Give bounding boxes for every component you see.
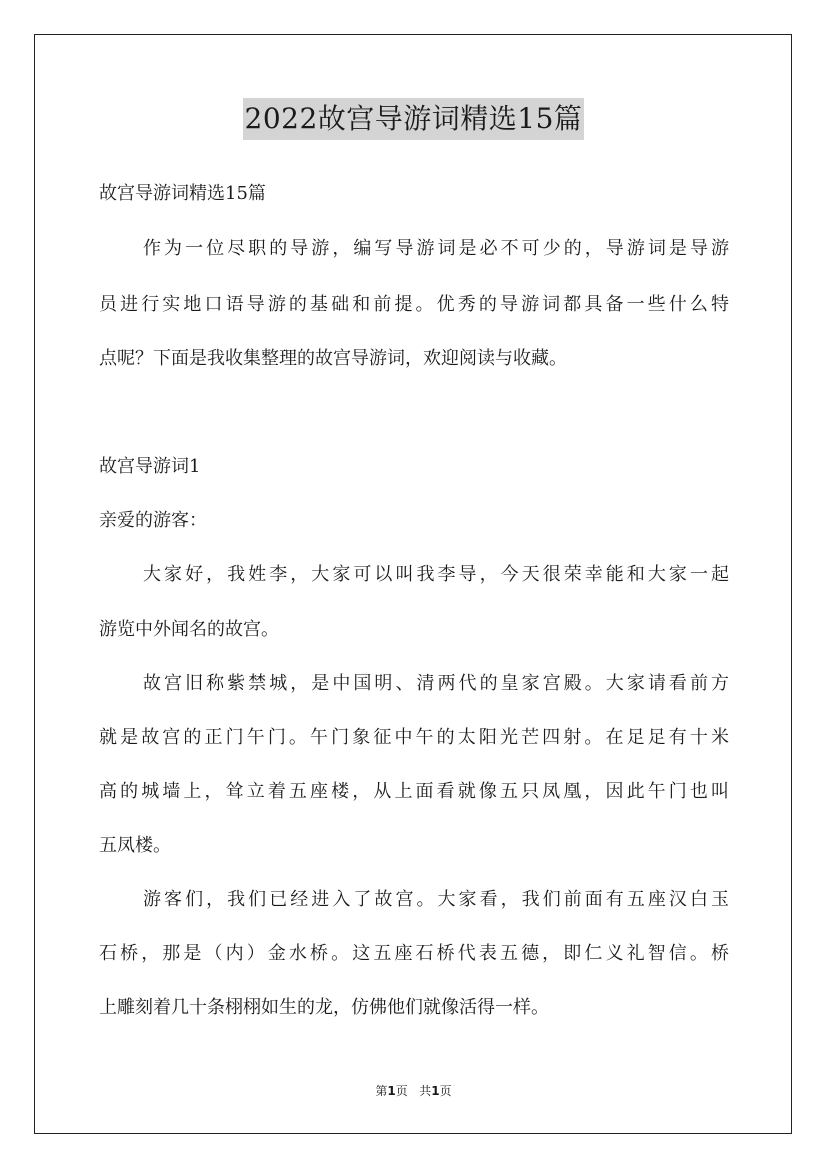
salutation: 亲爱的游客： <box>99 510 207 531</box>
total-suffix: 页 <box>439 1084 452 1098</box>
page-prefix: 第 <box>375 1084 388 1098</box>
intro-line-1: 作为一位尽职的导游，编写导游词是必不可少的，导游词是导游 <box>143 238 729 259</box>
para2-line-4: 五凤楼。 <box>99 835 171 856</box>
document-subtitle: 故宫导游词精选15篇 <box>99 183 266 204</box>
para2-line-3: 高的城墙上，耸立着五座楼，从上面看就像五只凤凰，因此午门也叫 <box>99 781 729 802</box>
para1-line-2: 游览中外闻名的故宫。 <box>99 619 279 640</box>
para3-line-2: 石桥，那是（内）金水桥。这五座石桥代表五德，即仁义礼智信。桥 <box>99 943 729 964</box>
intro-line-3: 点呢？下面是我收集整理的故宫导游词，欢迎阅读与收藏。 <box>99 348 567 369</box>
document-title: 2022故宫导游词精选15篇 <box>243 98 585 140</box>
para2-line-2: 就是故宫的正门午门。午门象征中午的太阳光芒四射。在足足有十米 <box>99 727 729 748</box>
para3-line-1: 游客们，我们已经进入了故宫。大家看，我们前面有五座汉白玉 <box>143 889 729 910</box>
para1-line-1: 大家好，我姓李，大家可以叫我李导，今天很荣幸能和大家一起 <box>143 564 729 585</box>
section-heading: 故宫导游词1 <box>99 456 201 477</box>
title-container <box>0 98 827 140</box>
intro-line-2: 员进行实地口语导游的基础和前提。优秀的导游词都具备一些什么特 <box>99 294 729 315</box>
para2-line-1: 故宫旧称紫禁城，是中国明、清两代的皇家宫殿。大家请看前方 <box>143 673 729 694</box>
para3-line-3: 上雕刻着几十条栩栩如生的龙，仿佛他们就像活得一样。 <box>99 997 549 1018</box>
page-suffix: 页 <box>395 1084 408 1098</box>
total-prefix: 共 <box>419 1084 432 1098</box>
total-number: 1 <box>431 1084 440 1098</box>
page-number: 1 <box>387 1084 396 1098</box>
page-footer <box>0 1082 827 1099</box>
